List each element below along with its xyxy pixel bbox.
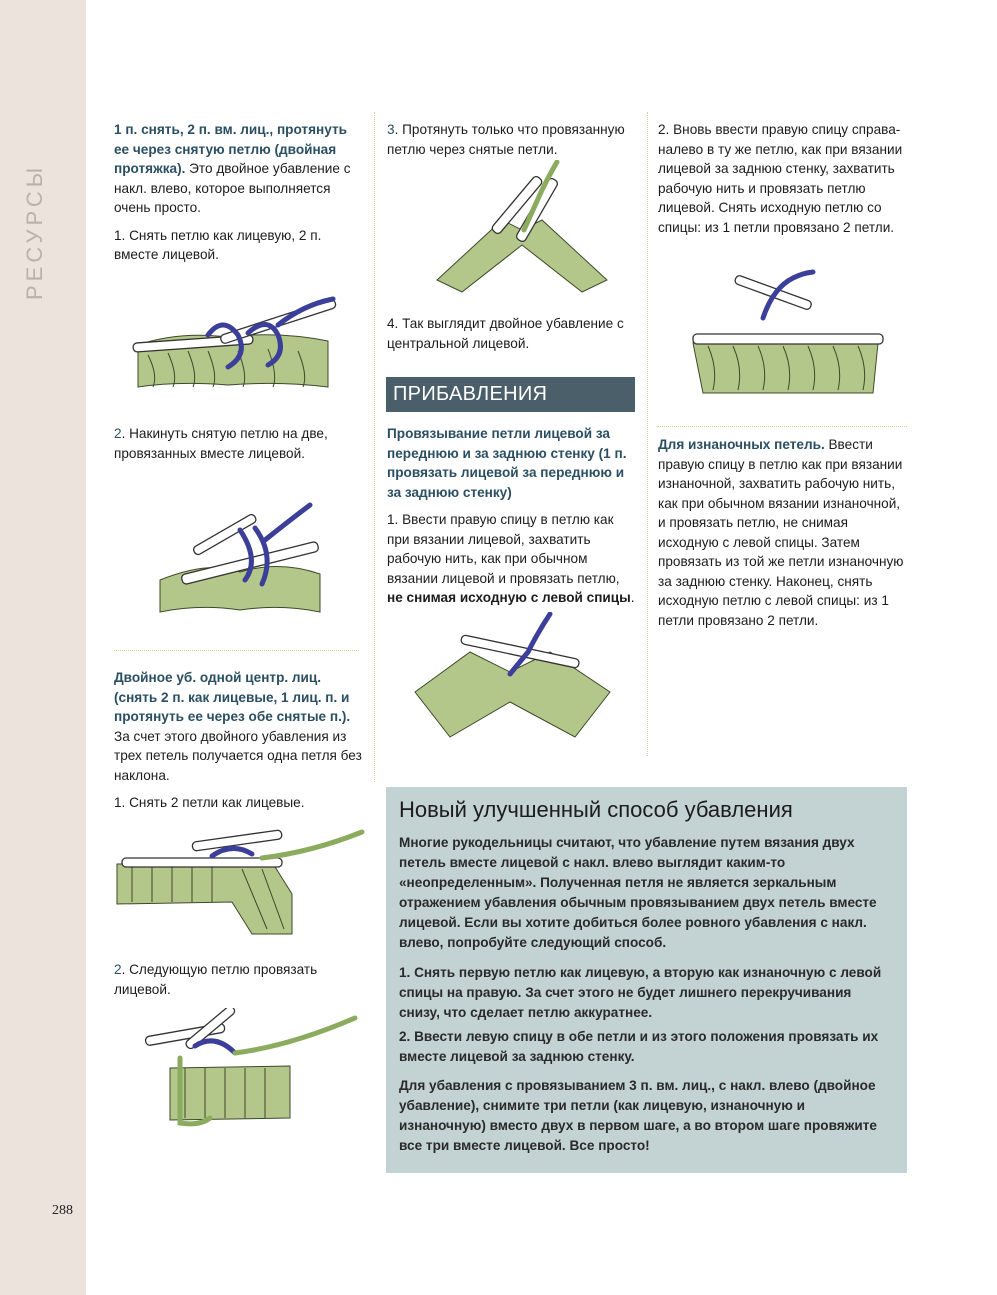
double-decrease-step-2: . Накинуть снятую петлю на две, провязанных вместе лицевой. bbox=[114, 426, 328, 461]
callout-item-1: 1. Снять первую петлю как лицевую, а вторую как изнаночную с левой спицы на правую. За счет этого не будет лишнего перекручивания снизу, что сделает петлю аккуратнее. bbox=[399, 965, 882, 1020]
purl-increase-desc: Ввести правую спицу в петлю как при вязании изнаночной, захватить рабочую нить, как при обычном вязании изнаночной, и провязать петлю, не снимая исходную с левой спицы. Затем провязать из той же петли изнаночную за заднюю стенку. Наконец, снять исходную петлю с левой спицы: из 1 петли провязано 2 петли. bbox=[658, 437, 904, 628]
callout-outro: Для убавления с провязыванием 3 п. вм. лиц., с накл. влево (двойное убавление), снимите три петли (как лицевую, изнаночную и изнаночную) вместо двух в первом шаге, а во втором шаге провяжите все три вместе лицевой. Все просто! bbox=[399, 1078, 877, 1153]
col1-block-2: 2. Накинуть снятую петлю на две, провязанных вместе лицевой. bbox=[114, 426, 328, 461]
double-decrease-heading: 1 п. снять, 2 п. вм. лиц., протянуть ее через снятую петлю (двойная протяжка). bbox=[114, 122, 347, 176]
section-header-increases: ПРИБАВЛЕНИЯ bbox=[386, 377, 635, 412]
kfb-heading: Провязывание петли лицевой за переднюю и за заднюю стенку (1 п. провязать лицевой за переднюю и за заднюю стенку) bbox=[387, 426, 627, 500]
central-double-decrease-step-2: . Следующую петлю провязать лицевой. bbox=[114, 962, 318, 997]
illustration-pull-through bbox=[432, 160, 612, 295]
col3-block-2 bbox=[658, 435, 908, 630]
page-number: 288 bbox=[52, 1203, 73, 1218]
illustration-pass-slipped bbox=[150, 500, 330, 620]
col2-block-2 bbox=[387, 314, 627, 353]
col3-block-1 bbox=[658, 120, 908, 237]
double-decrease-step-3: . Протянуть только что провязанную петлю через снятые петли. bbox=[387, 122, 625, 157]
callout-box bbox=[386, 787, 907, 1173]
double-decrease-step-1: 1. Снять петлю как лицевую, 2 п. вместе лицевой. bbox=[114, 227, 322, 262]
callout-title: Новый улучшенный способ убавления bbox=[399, 797, 793, 822]
column-divider-2 bbox=[647, 112, 648, 756]
column-divider-1 bbox=[374, 112, 375, 782]
double-decrease-step-4: 4. Так выглядит двойное убавление с центральной лицевой. bbox=[387, 316, 624, 351]
double-decrease-desc: Это двойное убавление с накл. влево, которое выполняется очень просто. bbox=[114, 161, 351, 215]
callout-intro: Многие рукодельницы считают, что убавление путем вязания двух петель вместе лицевой с накл. влево выглядит каким-то «неопределенным». Полученная петля не является зеркальным отражением убавления обычным провязыванием двух петель вместе лицевой. Если вы хотите добиться более ровного убавления с накл. влево, попробуйте следующий способ. bbox=[399, 835, 877, 950]
kfb-step-1: 1. Ввести правую спицу в петлю как при вязании лицевой, захватить рабочую нить, как при обычном вязании лицевой и провязать петлю, не снимая исходную с левой спицы. bbox=[387, 512, 635, 605]
col1-block-3 bbox=[114, 668, 364, 813]
sidebar-label: РЕСУРСЫ bbox=[22, 163, 47, 300]
kfb-step-2: 2. Вновь ввести правую спицу справа-налево в ту же петлю, как при вязании лицевой за заднюю стенку, захватить рабочую нить и провязать петлю лицевой. Снять исходную петлю со спицы: из 1 петли провязано 2 петли. bbox=[658, 122, 903, 235]
illustration-knit-next bbox=[140, 1008, 360, 1133]
col1-block-4: 2. Следующую петлю провязать лицевой. bbox=[114, 962, 318, 997]
illustration-slip-knit-two bbox=[128, 295, 338, 395]
central-double-decrease-heading: Двойное уб. одной центр. лиц. (снять 2 п. как лицевые, 1 лиц. п. и протянуть ее через обе снятые п.). bbox=[114, 670, 351, 724]
col1-block-1 bbox=[114, 120, 362, 265]
purl-increase-heading: Для изнаночных петель. bbox=[658, 437, 825, 452]
illustration-kfb bbox=[410, 612, 615, 747]
central-double-decrease-step-1: 1. Снять 2 петли как лицевые. bbox=[114, 795, 305, 810]
col2-block-1: 3. Протянуть только что провязанную петлю через снятые петли. bbox=[387, 122, 625, 157]
callout-item-2: 2. Ввести левую спицу в обе петли и из этого положения провязать их вместе лицевой за заднюю стенку. bbox=[399, 1029, 879, 1064]
section-divider-left bbox=[114, 650, 359, 651]
central-double-decrease-desc: За счет этого двойного убавления из трех петель получается одна петля без наклона. bbox=[114, 728, 362, 783]
illustration-slip-two bbox=[112, 824, 367, 944]
illustration-kfb-back bbox=[683, 268, 888, 403]
col2-block-3 bbox=[387, 424, 639, 608]
section-divider-right bbox=[657, 426, 907, 427]
